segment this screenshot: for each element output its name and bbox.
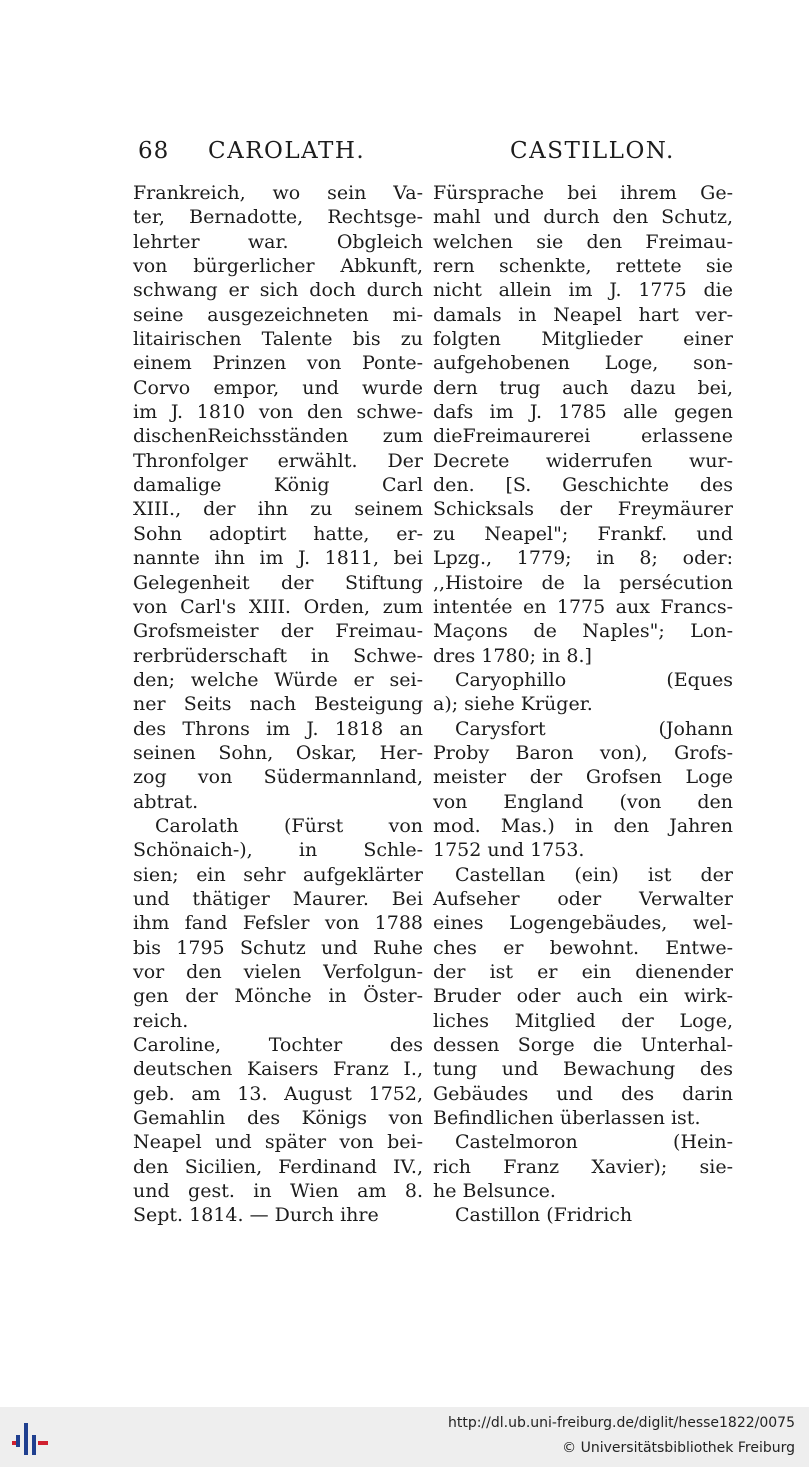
text-line: reich. xyxy=(133,1009,189,1032)
text-line: dres 1780; in 8.] xyxy=(433,644,592,667)
text-line: Sept. 1814. — Durch ihre xyxy=(133,1204,379,1227)
text-line: Befindlichen überlassen ist. xyxy=(433,1107,701,1130)
text-line: eines Logengebäudes, wel- xyxy=(433,912,733,935)
text-line: dischenReichsständen zum xyxy=(133,425,423,448)
text-line: Decrete widerrufen wur- xyxy=(433,449,733,472)
text-line: Aufseher oder Verwalter xyxy=(433,887,733,910)
text-line: Gemahlin des Königs von xyxy=(133,1107,423,1130)
text-line: nannte ihn im J. 1811, bei xyxy=(133,547,423,570)
text-line: im J. 1810 von den schwe- xyxy=(133,401,423,424)
text-line: von England (von den xyxy=(433,790,733,813)
right-text-column xyxy=(433,181,733,1228)
text-line: mod. Mas.) in den Jahren xyxy=(433,814,733,837)
library-logo-icon[interactable] xyxy=(12,1419,52,1459)
text-line: rich Franz Xavier); sie- xyxy=(433,1155,733,1178)
text-line: folgten Mitglieder einer xyxy=(433,328,733,351)
text-line: Frankreich, wo sein Va- xyxy=(133,182,423,204)
text-line: seinen Sohn, Oskar, Her- xyxy=(133,741,423,764)
text-line: deutschen Kaisers Franz I., xyxy=(133,1058,423,1081)
text-line: bis 1795 Schutz und Ruhe xyxy=(133,936,423,959)
text-line: rerbrüderschaft in Schwe- xyxy=(133,644,423,667)
text-line: vor den vielen Verfolgun- xyxy=(133,961,423,983)
text-line: dern trug auch dazu bei, xyxy=(433,376,733,399)
text-line: dafs im J. 1785 alle gegen xyxy=(433,401,733,424)
text-line: intentée en 1775 aux Francs- xyxy=(433,595,733,618)
text-line: abtrat. xyxy=(133,790,199,813)
text-line: he Belsunce. xyxy=(433,1180,556,1203)
text-line: 1752 und 1753. xyxy=(433,839,585,862)
text-line: nicht allein im J. 1775 die xyxy=(433,279,733,302)
text-line: Caryophillo (Eques xyxy=(455,668,733,691)
text-line: ner Seits nach Besteigung xyxy=(133,693,423,716)
text-line: zu Neapel"; Frankf. und xyxy=(433,522,733,545)
text-line: dieFreimaurerei erlassene xyxy=(433,425,733,448)
right-running-head: CASTILLON. xyxy=(510,138,675,164)
text-line: lehrter war. Obgleich xyxy=(133,230,423,253)
text-line: dessen Sorge die Unterhal- xyxy=(433,1034,733,1057)
text-line: Corvo empor, und wurde xyxy=(133,376,423,399)
text-line: Castillon (Fridrich xyxy=(455,1204,633,1227)
text-line: XIII., der ihn zu seinem xyxy=(133,498,423,521)
text-line: aufgehobenen Loge, son- xyxy=(433,352,733,375)
text-line: Grofsmeister der Freimau- xyxy=(133,620,423,643)
text-line: den; welche Würde er sei- xyxy=(133,668,423,691)
text-line: welchen sie den Freimau- xyxy=(433,230,733,253)
text-line: Gelegenheit der Stiftung xyxy=(133,571,423,594)
text-line: Castellan (ein) ist der xyxy=(455,863,733,886)
text-line: Proby Baron von), Grofs- xyxy=(433,741,733,764)
text-line: des Throns im J. 1818 an xyxy=(133,717,423,740)
text-line: Schönaich-), in Schle- xyxy=(133,839,423,862)
text-line: sien; ein sehr aufgeklärter xyxy=(133,863,423,886)
text-line: schwang er sich doch durch xyxy=(133,279,423,302)
text-line: Maçons de Naples"; Lon- xyxy=(433,620,733,643)
copyright-notice: © Universitätsbibliothek Freiburg xyxy=(562,1440,795,1456)
viewer-footer xyxy=(0,1407,809,1467)
text-line: der ist er ein dienender xyxy=(433,961,733,983)
text-line: ches er bewohnt. Entwe- xyxy=(433,936,733,959)
text-line: Gebäudes und des darin xyxy=(433,1082,733,1105)
text-line: liches Mitglied der Loge, xyxy=(433,1009,733,1032)
text-line: geb. am 13. August 1752, xyxy=(133,1082,423,1105)
text-line: Carolath (Fürst von xyxy=(155,814,423,837)
text-line: Lpzg., 1779; in 8; oder: xyxy=(433,547,733,570)
text-line: von bürgerlicher Abkunft, xyxy=(133,255,423,278)
text-line: und gest. in Wien am 8. xyxy=(133,1180,423,1203)
text-line: Castelmoron (Hein- xyxy=(455,1131,733,1154)
text-line: einem Prinzen von Ponte- xyxy=(133,352,423,375)
text-line: von Carl's XIII. Orden, zum xyxy=(133,595,423,618)
text-line: ter, Bernadotte, Rechtsge- xyxy=(133,206,423,229)
text-line: den. [S. Geschichte des xyxy=(433,474,733,497)
text-line: Fürsprache bei ihrem Ge- xyxy=(433,182,733,204)
text-line: Carysfort (Johann xyxy=(455,717,733,740)
left-running-head: CAROLATH. xyxy=(208,138,366,164)
left-text-column xyxy=(133,181,423,1228)
text-line: mahl und durch den Schutz, xyxy=(433,206,733,229)
text-line: und thätiger Maurer. Bei xyxy=(133,887,423,910)
permalink-url[interactable]: http://dl.ub.uni-freiburg.de/diglit/hesse1822/0075 xyxy=(447,1415,795,1431)
text-line: den Sicilien, Ferdinand IV., xyxy=(133,1155,423,1178)
text-line: damalige König Carl xyxy=(133,474,423,497)
text-line: seine ausgezeichneten mi- xyxy=(133,303,423,326)
page-number: 68 xyxy=(138,138,170,164)
text-line: Neapel und später von bei- xyxy=(133,1131,423,1154)
text-line: ihm fand Fefsler von 1788 xyxy=(133,912,423,935)
text-line: Bruder oder auch ein wirk- xyxy=(433,985,733,1008)
text-line: gen der Mönche in Öster- xyxy=(133,985,423,1008)
text-line: tung und Bewachung des xyxy=(433,1058,733,1081)
text-line: a); siehe Krüger. xyxy=(433,693,593,716)
text-line: ,,Histoire de la persécution xyxy=(433,571,733,594)
text-line: Schicksals der Freymäurer xyxy=(433,498,733,521)
text-line: damals in Neapel hart ver- xyxy=(433,303,733,326)
text-line: rern schenkte, rettete sie xyxy=(433,255,733,278)
text-line: Sohn adoptirt hatte, er- xyxy=(133,522,423,545)
text-line: zog von Südermannland, xyxy=(133,766,423,789)
text-line: Caroline, Tochter des xyxy=(133,1034,423,1057)
text-line: meister der Grofsen Loge xyxy=(433,766,733,789)
text-line: litairischen Talente bis zu xyxy=(133,328,423,351)
page-header xyxy=(138,138,738,172)
text-line: Thronfolger erwählt. Der xyxy=(133,449,423,472)
